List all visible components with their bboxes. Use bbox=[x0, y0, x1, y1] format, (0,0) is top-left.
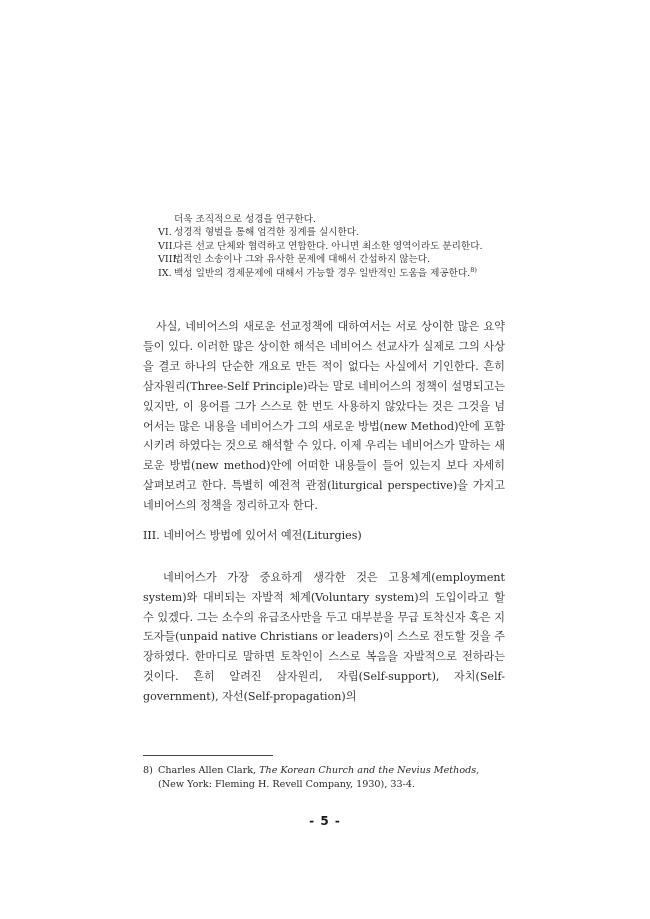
list-item-text: 성경적 형벌을 통해 엄격한 징계를 실시한다. bbox=[174, 227, 360, 239]
list-item-text: 다른 선교 단체와 협력하고 연합한다. 아니면 최소한 영역이라도 분리한다. bbox=[174, 240, 483, 252]
list-item-number: VI. bbox=[158, 227, 172, 239]
list-item-number: VII. bbox=[158, 240, 176, 252]
list-item-8 bbox=[158, 253, 503, 266]
list-item-9 bbox=[158, 267, 503, 280]
list-item-number: IX. bbox=[158, 267, 172, 279]
policy-list bbox=[158, 213, 503, 280]
footnote-number: 8) bbox=[143, 765, 153, 776]
list-item-7 bbox=[158, 240, 503, 253]
footnote-author: Charles Allen Clark, bbox=[158, 765, 257, 776]
body-paragraph-2: 네비어스가 가장 중요하게 생각한 것은 고용체계(employment system)와 대비되는 자발적 체계(Voluntary system)의 도입이라고 할 수 있겠다. 그는 소수의 유급조사만을 두고 대부분을 무급 토착신자 혹은 지도자들(unpaid native Christians or leaders)이 스스로 전도할 것을 주장하였다. 한마디로 말하면 토착인이 스스로 복음을 자발적으로 전하라는 것이다. 흔히 알려진 삼자원리, 자립(Self-support), 자치(Self-government), 자선(Self-propagation)의 bbox=[143, 571, 505, 703]
footnote-divider bbox=[143, 755, 273, 756]
body-paragraph-1: 사실, 네비어스의 새로운 선교정책에 대하여서는 서로 상이한 많은 요약들이 있다. 이러한 많은 상이한 해석은 네비어스 선교사가 실제로 그의 사상을 결코 하나의 단순한 개요로 만든 적이 없다는 사실에서 기인한다. 흔히 삼자원리(Three-Self Principle)라는 말로 네비어스의 정책이 설명되고는 있지만, 이 용어를 그가 스스로 한 번도 사용하지 않았다는 것은 그것을 넘어서는 많은 내용을 네비어스가 그의 새로운 방법(new Method)안에 포함시키려 하였다는 것으로 해석할 수 있다. 이제 우리는 네비어스가 말하는 새로운 방법(new method)안에 어떠한 내용들이 들어 있는지 보다 자세히 살펴보려고 한다. 특별히 예전적 관점(liturgical perspective)을 가지고 네비어스의 정책을 정리하고자 한다. bbox=[143, 320, 505, 513]
footnote-publication: (New York: Fleming H. Revell Company, 1930), 33-4. bbox=[158, 779, 415, 790]
footnote bbox=[143, 764, 505, 792]
footnote-title: The Korean Church and the Nevius Methods, bbox=[259, 765, 480, 776]
section-heading: III. 네비어스 방법에 있어서 예전(Liturgies) bbox=[143, 529, 362, 542]
list-item-number: VIII. bbox=[158, 254, 180, 266]
list-item-6 bbox=[158, 226, 503, 239]
list-continuation: 더욱 조직적으로 성경을 연구한다. bbox=[174, 214, 316, 225]
footnote-body bbox=[158, 764, 505, 792]
page-number: - 5 - bbox=[309, 814, 341, 828]
footnote-reference[interactable]: 8) bbox=[470, 265, 477, 274]
list-item-text: 법적인 소송이나 그와 유사한 문제에 대해서 간섭하지 않는다. bbox=[174, 254, 431, 266]
list-item-text: 백성 일반의 경제문제에 대해서 가능할 경우 일반적인 도움을 제공한다.$^{8)}$ bbox=[174, 265, 477, 279]
